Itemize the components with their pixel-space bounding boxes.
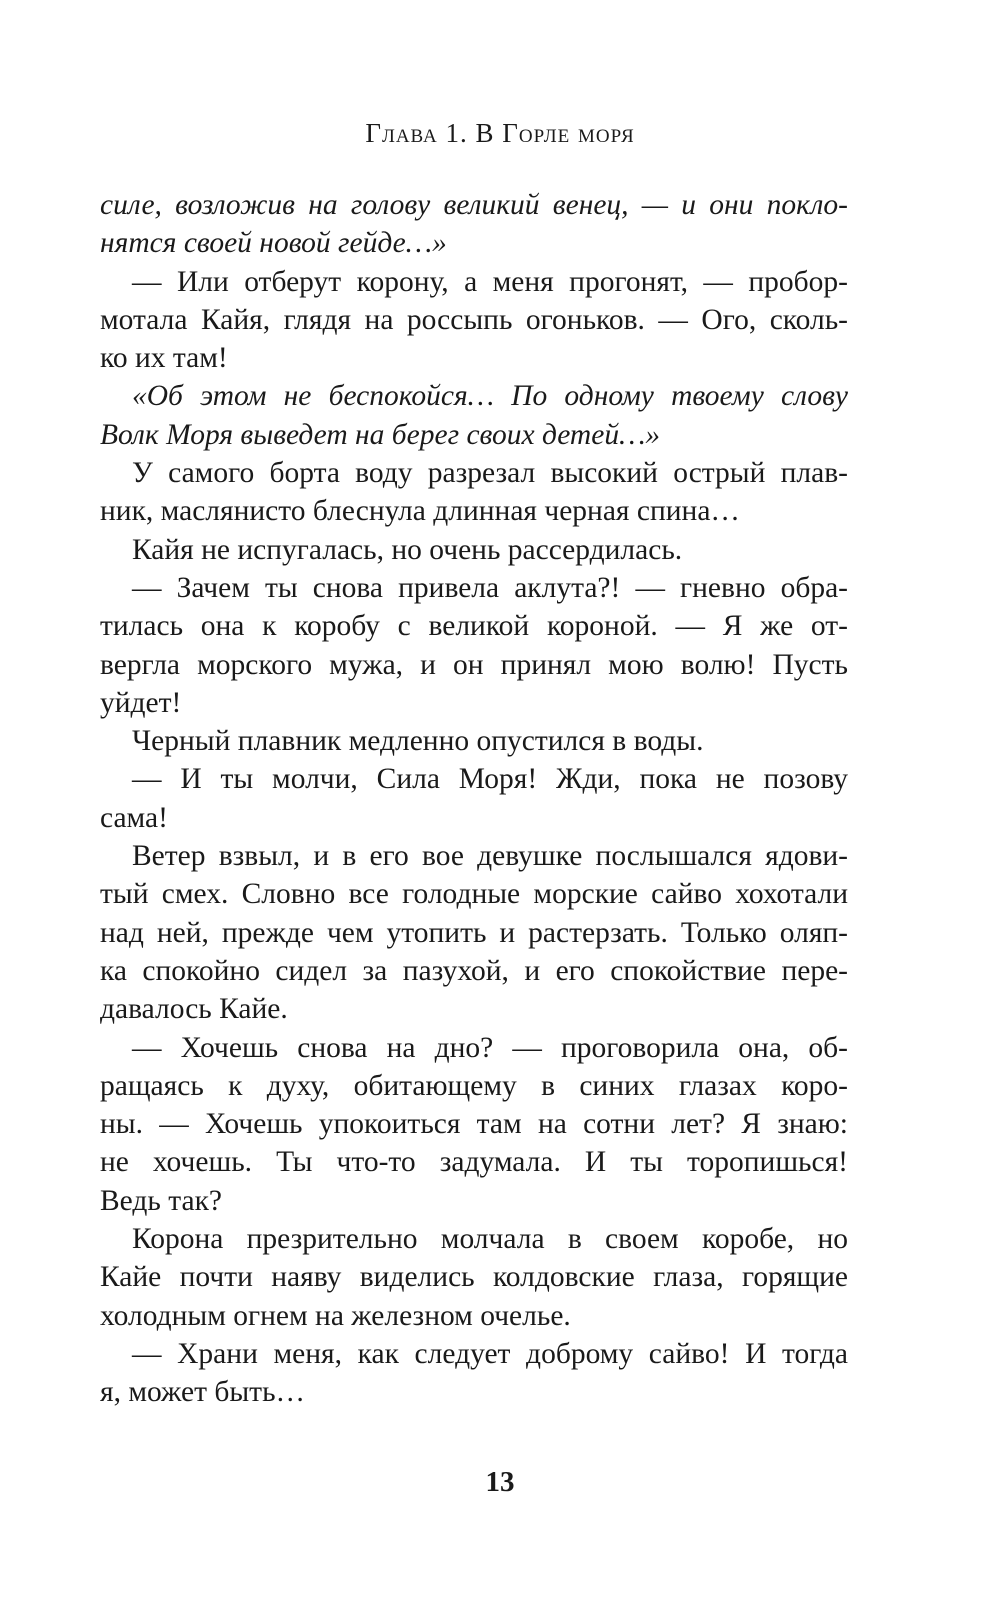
- text-line: ка спокойно сидел за пазухой, и его спокойствие пере-: [100, 954, 848, 987]
- text-line: — Зачем ты снова привела аклута?! — гневно обра-: [132, 571, 848, 604]
- text-line: Кайе почти наяву виделись колдовские глаза, горящие: [100, 1261, 848, 1294]
- text-line: Волк Моря выведет на берег своих детей…»: [100, 418, 661, 451]
- text-line: ник, маслянисто блеснула длинная черная спина…: [100, 495, 740, 528]
- text-line: ращаясь к духу, обитающему в синих глазах коро-: [100, 1069, 848, 1102]
- text-line: ко их там!: [100, 342, 228, 375]
- text-line: силе, возложив на голову великий венец, — и они поклo-: [100, 189, 848, 221]
- text-line: не хочешь. Ты что-то задумала. И ты торопишься!: [100, 1146, 848, 1179]
- page-number: 13: [485, 1466, 515, 1498]
- text-line: тый смех. Словно все голодные морские сайво хохотали: [100, 878, 848, 911]
- text-line: Черный плавник медленно опустился в воды.: [132, 725, 704, 758]
- text-line: Кайя не испугалась, но очень рассердилась.: [132, 533, 683, 566]
- text-line: — Или отберут корону, а меня прогонят, — пробор-: [132, 265, 848, 298]
- text-line: тилась она к коробу с великой короной. — Я же от-: [100, 610, 848, 643]
- body-text: [100, 186, 848, 1412]
- text-line: — Храни меня, как следует доброму сайво! И тогда: [132, 1337, 848, 1370]
- text-line: У самого борта воду разрезал высокий острый плав-: [132, 457, 848, 490]
- text-line: я, может быть…: [100, 1376, 306, 1409]
- text-line: вергла морского мужа, и он принял мою волю! Пусть: [100, 648, 848, 681]
- text-line: — И ты молчи, Сила Моря! Жди, пока не позову: [132, 763, 848, 796]
- text-line: «Об этом не беспокойся… По одному твоему слову: [132, 380, 848, 413]
- text-line: давалось Кайе.: [100, 993, 288, 1026]
- text-line: Ветер взвыл, и в его вое девушке послышался ядови-: [132, 840, 848, 873]
- text-line: уйдет!: [100, 686, 182, 719]
- text-line: мотала Кайя, глядя на россыпь огоньков. — Ого, сколь-: [100, 303, 848, 336]
- text-line: Корона презрительно молчала в своем коробе, но: [132, 1223, 848, 1256]
- text-line: над ней, прежде чем утопить и растерзать. Только оляп-: [100, 916, 848, 949]
- text-line: ны. — Хочешь упокоиться там на сотни лет? Я знаю:: [100, 1108, 848, 1141]
- text-line: сама!: [100, 801, 168, 834]
- text-line: нятся своей новой гейде…»: [100, 227, 447, 260]
- text-line: — Хочешь снова на дно? — проговорила она, об-: [132, 1031, 848, 1064]
- running-header: Глава 1. В Горле моря: [365, 118, 635, 148]
- text-line: холодным огнем на железном очелье.: [100, 1299, 571, 1332]
- text-line: Ведь так?: [100, 1184, 222, 1217]
